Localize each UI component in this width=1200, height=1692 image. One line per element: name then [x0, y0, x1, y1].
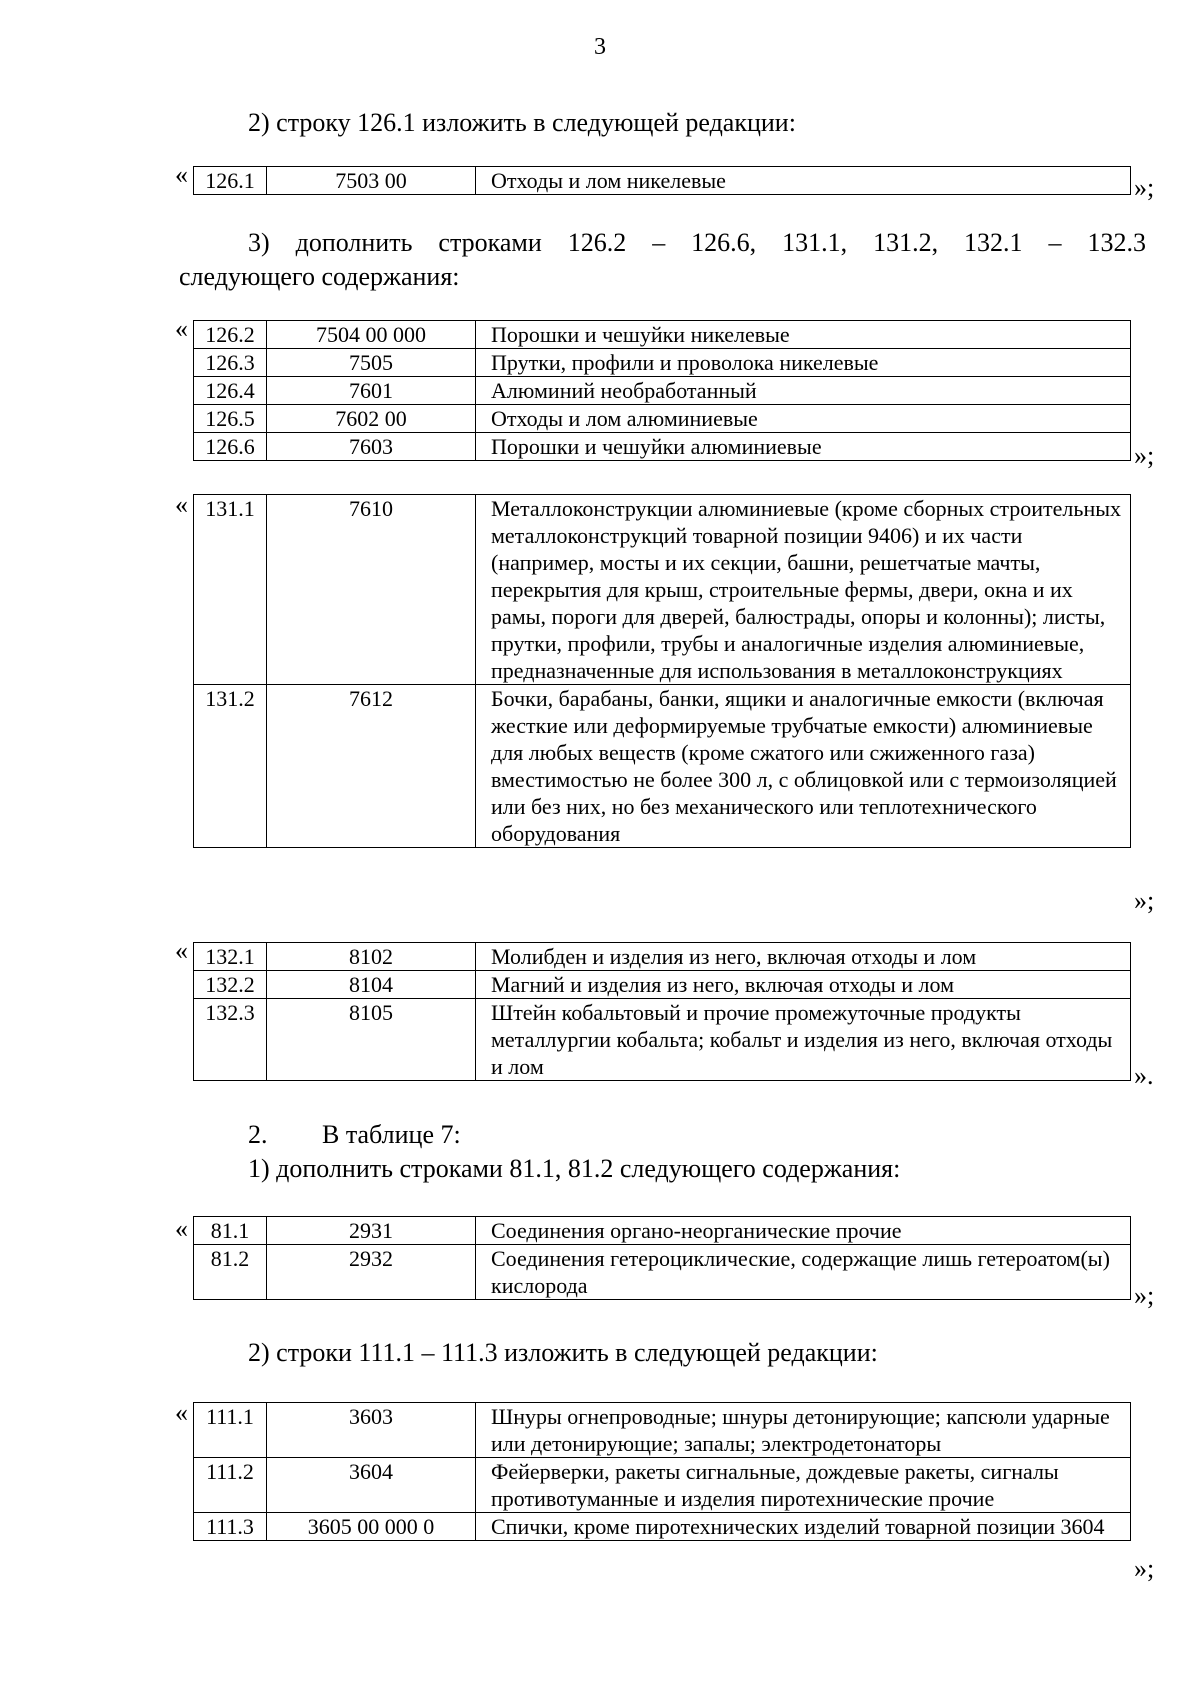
section-heading: В таблице 7:: [322, 1120, 461, 1149]
row-number: 126.6: [194, 433, 267, 461]
table-row: [194, 1403, 1131, 1458]
row-description: Порошки и чешуйки никелевые: [476, 321, 1131, 349]
table-rows-126: [193, 320, 1131, 461]
row-number: 131.1: [194, 495, 267, 685]
table-row: [194, 685, 1131, 848]
quote-open: «: [175, 160, 188, 189]
row-code: 7602 00: [267, 405, 476, 433]
quote-close: »;: [1134, 1281, 1155, 1310]
table-row: [194, 495, 1131, 685]
quote-open: «: [175, 490, 188, 519]
quote-close: ».: [1134, 1061, 1154, 1090]
row-description: Фейерверки, ракеты сигнальные, дождевые ракеты, сигналы противотуманные и изделия пиротехнические прочие: [476, 1458, 1131, 1513]
row-description: Шнуры огнепроводные; шнуры детонирующие; капсюли ударные или детонирующие; запалы; электродетонаторы: [476, 1403, 1131, 1458]
row-code: 7503 00: [267, 167, 476, 195]
row-number: 126.3: [194, 349, 267, 377]
row-number: 111.3: [194, 1513, 267, 1541]
section-number: 2.: [248, 1120, 268, 1149]
table-row-126-1: [193, 166, 1131, 195]
table-row: [194, 405, 1131, 433]
row-code: 7601: [267, 377, 476, 405]
row-number: 132.2: [194, 971, 267, 999]
quote-open: «: [175, 314, 188, 343]
table-row: [194, 1513, 1131, 1541]
table-rows-132: [193, 942, 1131, 1081]
row-number: 126.4: [194, 377, 267, 405]
row-number: 81.1: [194, 1217, 267, 1245]
row-code: 3603: [267, 1403, 476, 1458]
row-description: Порошки и чешуйки алюминиевые: [476, 433, 1131, 461]
row-description: Отходы и лом алюминиевые: [476, 405, 1131, 433]
row-code: 3605 00 000 0: [267, 1513, 476, 1541]
row-code: 3604: [267, 1458, 476, 1513]
table-rows-131: [193, 494, 1131, 848]
paragraph-edit-126-1: 2) строку 126.1 изложить в следующей редакции:: [248, 108, 796, 137]
row-code: 8104: [267, 971, 476, 999]
row-description: Магний и изделия из него, включая отходы и лом: [476, 971, 1131, 999]
row-description: Алюминий необработанный: [476, 377, 1131, 405]
row-description: Соединения гетероциклические, содержащие лишь гетероатом(ы) кислорода: [476, 1245, 1131, 1300]
paragraph-add-rows-line1: 3) дополнить строками 126.2 – 126.6, 131.1, 131.2, 132.1 – 132.3: [248, 228, 1146, 257]
row-description: Штейн кобальтовый и прочие промежуточные продукты металлургии кобальта; кобальт и изделия из него, включая отходы и лом: [476, 999, 1131, 1081]
row-code: 2932: [267, 1245, 476, 1300]
table-row: [194, 1217, 1131, 1245]
row-code: 7504 00 000: [267, 321, 476, 349]
row-number: 126.5: [194, 405, 267, 433]
table-row: [194, 349, 1131, 377]
row-description: Прутки, профили и проволока никелевые: [476, 349, 1131, 377]
quote-close: »;: [1134, 886, 1155, 915]
paragraph-add-rows-line2: следующего содержания:: [179, 262, 460, 291]
row-code: 2931: [267, 1217, 476, 1245]
row-description: Соединения органо-неорганические прочие: [476, 1217, 1131, 1245]
row-code: 7505: [267, 349, 476, 377]
row-description: Металлоконструкции алюминиевые (кроме сборных строительных металлоконструкций товарной позиции 9406) и их части (например, мосты и их секции, башни, решетчатые мачты, перекрытия для крыш, строительные фермы, двери, окна и их рамы, пороги для дверей, балюстрады, опоры и колонны); листы, прутки, профили, трубы и аналогичные изделия алюминиевые, предназначенные для использования в металлоконструкциях: [476, 495, 1131, 685]
row-code: 8102: [267, 943, 476, 971]
table-rows-111: [193, 1402, 1131, 1541]
row-number: 111.1: [194, 1403, 267, 1458]
row-number: 126.2: [194, 321, 267, 349]
table-row: [194, 321, 1131, 349]
table-row: [194, 167, 1131, 195]
table-rows-81: [193, 1216, 1131, 1300]
row-code: 8105: [267, 999, 476, 1081]
row-number: 81.2: [194, 1245, 267, 1300]
table-row: [194, 943, 1131, 971]
row-description: Бочки, барабаны, банки, ящики и аналогичные емкости (включая жесткие или деформируемые трубчатые емкости) алюминиевые для любых веществ (кроме сжатого или сжиженного газа) вместимостью не более 300 л, с облицовкой или с термоизоляцией или без них, но без механического или теплотехнического оборудования: [476, 685, 1131, 848]
quote-open: «: [175, 936, 188, 965]
row-number: 131.2: [194, 685, 267, 848]
row-description: Спички, кроме пиротехнических изделий товарной позиции 3604: [476, 1513, 1131, 1541]
table-row: [194, 433, 1131, 461]
row-code: 7610: [267, 495, 476, 685]
table-row: [194, 999, 1131, 1081]
row-number: 111.2: [194, 1458, 267, 1513]
table-row: [194, 377, 1131, 405]
row-number: 126.1: [194, 167, 267, 195]
table-row: [194, 1245, 1131, 1300]
row-description: Отходы и лом никелевые: [476, 167, 1131, 195]
table-row: [194, 1458, 1131, 1513]
row-code: 7612: [267, 685, 476, 848]
quote-open: «: [175, 1398, 188, 1427]
row-number: 132.3: [194, 999, 267, 1081]
row-number: 132.1: [194, 943, 267, 971]
paragraph-edit-111: 2) строки 111.1 – 111.3 изложить в следующей редакции:: [248, 1338, 878, 1367]
row-code: 7603: [267, 433, 476, 461]
quote-close: »;: [1134, 441, 1155, 470]
row-description: Молибден и изделия из него, включая отходы и лом: [476, 943, 1131, 971]
quote-close: »;: [1134, 173, 1155, 202]
page-number: 3: [594, 34, 606, 60]
table-row: [194, 971, 1131, 999]
quote-close: »;: [1134, 1554, 1155, 1583]
paragraph-add-rows-81: 1) дополнить строками 81.1, 81.2 следующего содержания:: [248, 1154, 901, 1183]
quote-open: «: [175, 1214, 188, 1243]
